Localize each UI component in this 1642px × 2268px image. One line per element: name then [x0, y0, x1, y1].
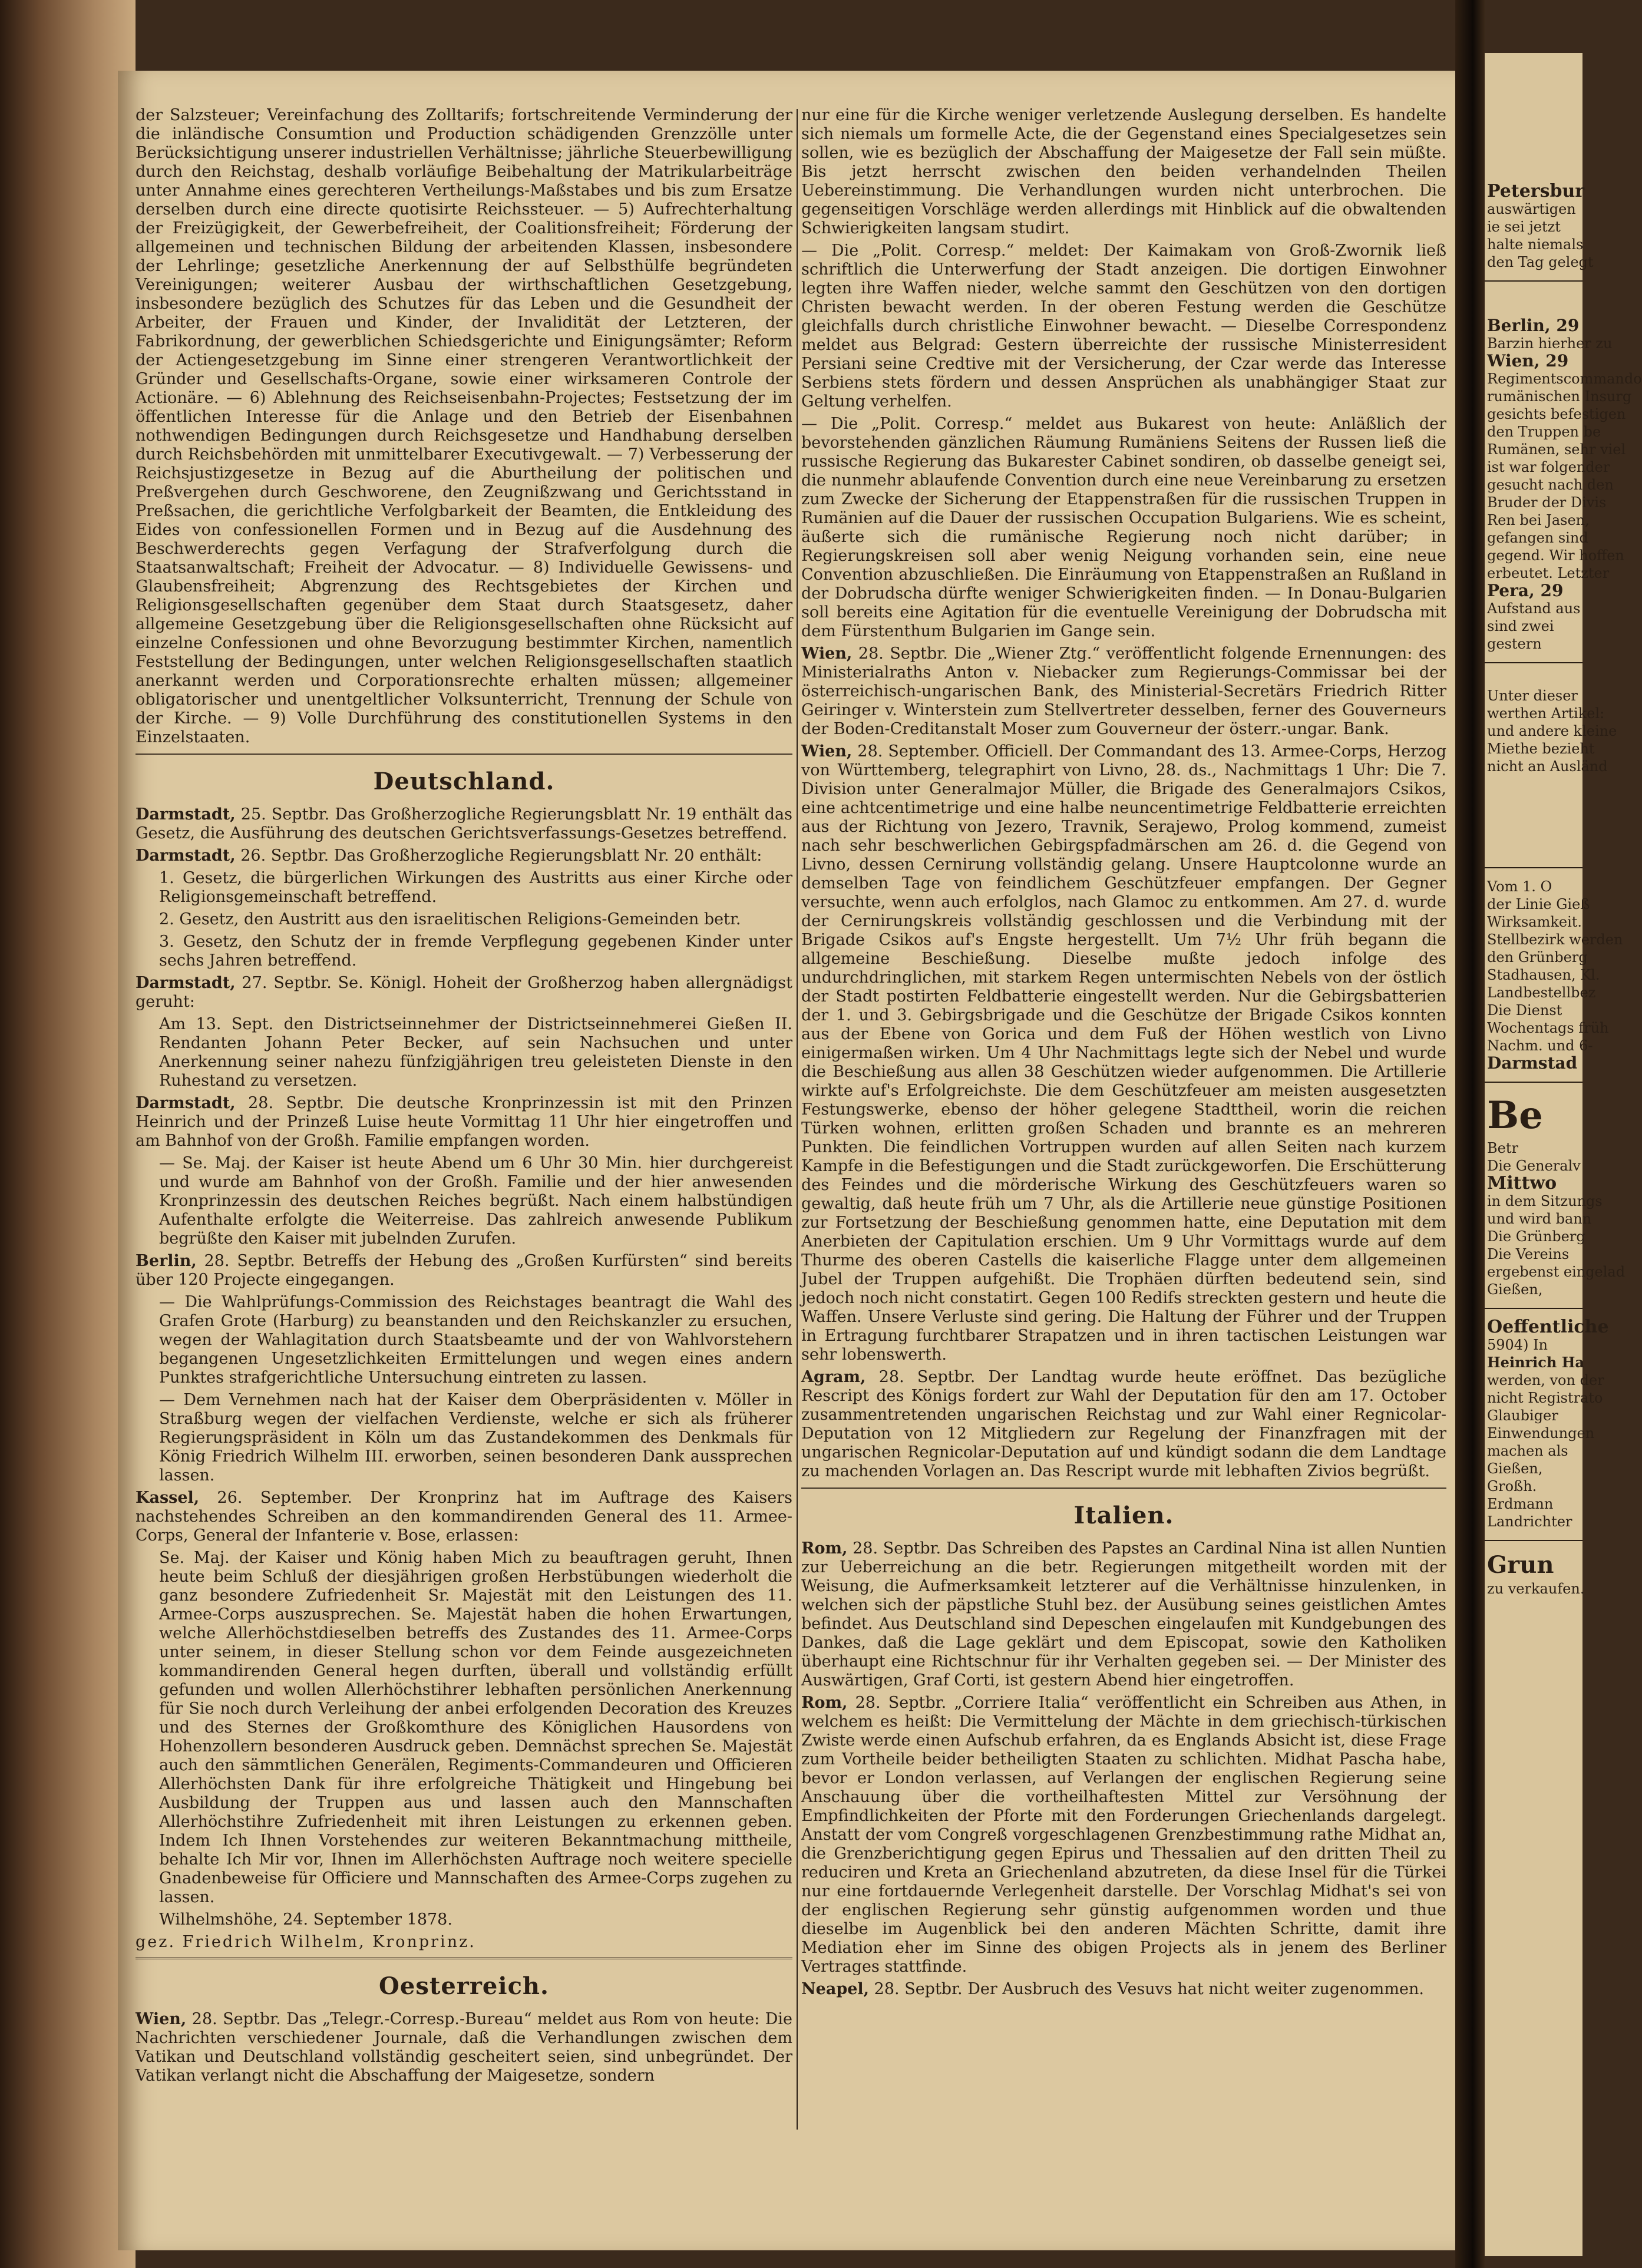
fragment-text: ist war folgender — [1487, 459, 1610, 475]
fragment-divider — [1485, 280, 1582, 282]
fragment-text: halte niemals — [1487, 236, 1584, 253]
fragment-text: den Grünberg — [1487, 949, 1588, 966]
heading-oesterreich: Oesterreich. — [379, 1972, 549, 2000]
article-text: nur eine für die Kirche weniger verletzende Auslegung derselben. Es handelte sich niemals um formelle Acte, die der Gegenstand eines Specialgesetzes sein sollen, wie es bezüglich der Abschaffung der Maigesetze der Fall sein müßte. Bis jetzt herrscht zwischen den beiden verhandelnden Theilen Uebereinstimmung. Die Verhandlungen wurden nicht unterbrochen. Die gegenseitigen Vorschläge werden allerdings mit Hinblick auf die obwaltenden Schwierigkeiten langsam studirt. — [801, 106, 1446, 237]
fragment-text: Rumänen, sehr viel — [1487, 441, 1626, 458]
fragment-text: sind zwei — [1487, 618, 1554, 634]
fragment-text: ergebenst eingelad — [1487, 1264, 1626, 1280]
article-agram — [801, 1368, 1446, 1481]
fragment-text: Landbestellbez — [1487, 984, 1596, 1001]
article-text: 28. Septbr. Das „Telegr.-Corresp.-Bureau“ meldet aus Rom von heute: Die Nachrichten verschiedener Journale, daß die Verhandlungen zwischen dem Vatikan und Deutschland vollständig gescheitert seien, sind unbegründet. Der Vatikan verlangt nicht die Abschaffung der Maigesetze, sondern — [136, 2010, 792, 2085]
article-darmstadt-28 — [136, 1094, 792, 1150]
article-text: 26. September. Der Kronprinz hat im Auftrage des Kaisers nachstehendes Schreiben an den kommandirenden General des 11. Armee-Corps, General der Infanterie v. Bose, erlassen: — [136, 1489, 792, 1545]
fragment-text: der Linie Gieß — [1487, 896, 1590, 913]
dateline: Darmstadt, — [136, 805, 236, 824]
dateline: Wien, — [801, 742, 853, 761]
article-text: 26. Septbr. Das Großherzogliche Regierungsblatt Nr. 20 enthält: — [240, 847, 762, 865]
article-wien-ernennungen — [801, 644, 1446, 739]
article-kassel-26 — [136, 1489, 792, 1545]
fragment-text: auswärtigen — [1487, 201, 1576, 217]
fragment-text: werthen Artikel: — [1487, 705, 1605, 722]
fragment-heading: Be — [1487, 1093, 1543, 1138]
article-text: 28. Septbr. Die deutsche Kronprinzessin ist mit den Prinzen Heinrich und der Prinzeß Luise heute Vormittag 11 Uhr hier eingetroffen und am Bahnhof von der Großh. Familie empfangen worden. — [136, 1094, 792, 1150]
fragment-text: und wird bann — [1487, 1211, 1592, 1227]
fragment-text: Nachm. und 6- — [1487, 1037, 1593, 1054]
dateline: Kassel, — [136, 1489, 200, 1507]
fragment-text: Stadhausen, Kl. — [1487, 967, 1600, 983]
article-text: 28. Septbr. Die „Wiener Ztg.“ veröffentlicht folgende Ernennungen: des Ministerialraths Anton v. Niebacker zum Regierungs-Commissar bei der österreichisch-ungarischen Bank, des Ministerial-Secretärs Friedrich Ritter Geiringer v. Winterstein zum Stellvertreter desselben, ferner des Gouverneurs der Boden-Creditanstalt Moser zum Gouverneur der österr.-ungar. Bank. — [801, 644, 1446, 738]
fragment-text: Glaubiger — [1487, 1407, 1558, 1424]
fragment-text: rumänischen Insurg — [1487, 388, 1632, 405]
fragment-text: Mittwo — [1487, 1173, 1557, 1193]
dateline: Darmstadt, — [136, 1094, 236, 1112]
list-item: 3. Gesetz, den Schutz der in fremde Verpflegung gegebenen Kinder unter sechs Jahren betreffend. — [159, 933, 792, 970]
article-wien-28 — [136, 2010, 792, 2085]
middle-column — [801, 106, 1446, 2002]
adjacent-page-fragment — [1485, 53, 1642, 2256]
fragment-divider — [1485, 1540, 1582, 1541]
fragment-text: erbeutet. Letzter — [1487, 565, 1610, 581]
fragment-text: Bruder der Divis — [1487, 494, 1607, 511]
article-text: 27. Septbr. Se. Königl. Hoheit der Großherzog haben allergnädigst geruht: — [136, 974, 792, 1011]
fragment-divider — [1485, 662, 1582, 663]
fragment-text: Miethe bezieht — [1487, 740, 1595, 757]
fragment-text: nicht an Ausländ — [1487, 758, 1608, 775]
fragment-text: Gießen, — [1487, 1460, 1543, 1477]
fragment-text: Einwendungen — [1487, 1425, 1595, 1442]
fragment-divider — [1485, 1082, 1582, 1083]
fragment-text: gefangen sind — [1487, 530, 1588, 546]
article-text: 28. Septbr. Das Schreiben des Papstes an Cardinal Nina ist allen Nuntien zur Ueberreichung an die betr. Regierungen mitgetheilt worden mit der Weisung, die Aufmerksamkeit letzterer auf die Verhältnisse hinzulenken, in welchen sich der päpstliche Stuhl bez. der Ausübung seines geistlichen Amtes befindet. Aus Deutschland sind Depeschen eingelaufen mit Kundgebungen des Dankes, daß die Lage geklärt und dem Episcopat, sowie den Katholiken überhaupt eine Richtschnur für ihr Verhalten gegeben sei. — Der Minister des Auswärtigen, Graf Corti, ist gestern Abend hier eingetroffen. — [801, 1539, 1446, 1690]
fragment-text: den Tag gelegt — [1487, 254, 1594, 270]
fragment-text: gesichts befestigen — [1487, 406, 1626, 422]
fragment-text: Ren bei Jasen, — [1487, 512, 1590, 528]
article-text: 28. Septbr. Der Ausbruch des Vesuvs hat nicht weiter zugenommen. — [874, 1980, 1424, 1998]
dateline: Neapel, — [801, 1980, 870, 1998]
fragment-text: Heinrich Ha — [1487, 1354, 1584, 1371]
party-program-text: der Salzsteuer; Vereinfachung des Zolltarifs; fortschreitende Verminderung der die inländische Consumtion und Production schädigenden Grenzzölle unter Berücksichtigung unserer industriellen Verhältnisse; jährliche Steuerbewilligung durch den Reichstag, deshalb vorläufige Beibehaltung der Matrikularbeiträge unter Annahme eines gerechteren Vertheilungs-Maßstabes und bis zum Ersatze derselben durch eine directe quotisirte Reichssteuer. — 5) Aufrechterhaltung der Freizügigkeit, der Gewerbefreiheit, der Coalitionsfreiheit; Förderung der allgemeinen und technischen Bildung der arbeitenden Klassen, insbesondere der Lehrlinge; gesetzliche Anerkennung der auf Selbsthülfe begründeten Vereinigungen; weiterer Ausbau der wirthschaftlichen Gesetzgebung, insbesondere bezüglich des Schutzes für das Leben und die Gesundheit der Arbeiter, der Frauen und Kinder, der Invalidität der Letzteren, der Fabrikordnung, der gewerblichen Schiedsgerichte und Einigungsämter; Reform der Actiengesetzgebung im Sinne einer strengeren Verantwortlichkeit der Gründer und Gesellschafts-Organe, sowie einer wirksameren Controle der Actionäre. — 6) Ablehnung des Reichseisenbahn-Projectes; Festsetzung der im öffentlichen Interesse für die Anlage und den Betrieb der Eisenbahnen nothwendigen Bedingungen durch Reichsgesetze und Handhabung derselben durch Reichsbehörden mit unmittelbarer Executivgewalt. — 7) Verbesserung der Reichsjustizgesetze in Bezug auf die Aburtheilung der politischen und Preßvergehen durch Geschworene, den Zeugnißzwang und Gerichtsstand in Preßsachen, die gerichtliche Verfolgbarkeit der Beamten, die Entkleidung des Eides von confessionellen Formen und in Bezug auf die Ausdehnung des Beschwerderechts gegen Verfagung der Strafverfolgung durch die Staatsanwaltschaft; Freiheit der Advocatur. — 8) Individuelle Gewissens- und Glaubensfreiheit; Abgrenzung des Rechtsgebietes der Kirchen und Religionsgesellschaften gegenüber dem Staat durch Staatsgesetz, daher allgemeine Gesetzgebung über die Religionsgesellschaften ohne Rücksicht auf einzelne Confessionen und ohne Bevorzugung bestimmter Kirchen, namentlich Feststellung der Bedingungen, unter welchen Religionsgesellschaften staatlich anerkannt werden und Corporationsrechte erhalten müssen; allgemeiner obligatorischer und unentgeltlicher Volksunterricht, Trennung der Schule von der Kirche. — 9) Volle Durchführung des constitutionellen Systems in den Einzelstaaten. — [136, 106, 792, 746]
fragment-text: Pera, 29 — [1487, 581, 1564, 600]
fragment-text: Die Dienst — [1487, 1002, 1562, 1019]
dateline: Agram, — [801, 1368, 866, 1386]
article-rom-2 — [801, 1694, 1446, 1976]
fragment-text: zu verkaufen. — [1487, 1581, 1585, 1597]
blank-space — [1485, 775, 1582, 858]
article-text: — Se. Maj. der Kaiser ist heute Abend um 6 Uhr 30 Min. hier durchgereist und wurde am Bahnhof von der Großh. Familie und der hier anwesenden Kronprinzessin des deutschen Reiches begrüßt. Nach einem halbstündigen Aufenthalte erfolgte die Weiterreise. Das zahlreich anwesende Publikum begrüßte den Kaiser mit jubelnden Zurufen. — [159, 1154, 792, 1248]
article-text: — Die Wahlprüfungs-Commission des Reichstages beantragt die Wahl des Grafen Grote (Harburg) zu beanstanden und den Reichskanzler zu ersuchen, wegen der Wahlagitation durch Staatsbeamte und der von Wahlvorstehern begangenen Ungesetzlichkeiten Ermittelungen und wegen eines andern Punktes strafgerichtliche Untersuchung eintreten zu lassen. — [159, 1293, 792, 1387]
fragment-text: Erdmann — [1487, 1496, 1554, 1512]
dateline: Darmstadt, — [136, 847, 236, 865]
list-item: 2. Gesetz, den Austritt aus den israelitischen Religions-Gemeinden betr. — [159, 910, 741, 928]
fragment-text: den Truppen be — [1487, 424, 1601, 440]
heading-deutschland: Deutschland. — [373, 768, 555, 795]
fragment-text: Darmstad — [1487, 1053, 1578, 1073]
fragment-text: Stellbezirk werden — [1487, 931, 1623, 948]
article-darmstadt-25 — [136, 805, 792, 843]
letter-date: Wilhelmshöhe, 24. September 1878. — [159, 1910, 452, 1929]
fragment-text: Wirksamkeit. — [1487, 914, 1582, 930]
article-neapel — [801, 1980, 1446, 1999]
fragment-text: Großh. — [1487, 1478, 1537, 1495]
fragment-divider — [1485, 1308, 1582, 1309]
section-divider — [136, 1958, 792, 1959]
fragment-heading: Oeffentliche — [1487, 1317, 1609, 1337]
fragment-text: 5904) In — [1487, 1337, 1548, 1353]
fragment-text: gegend. Wir hoffen — [1487, 547, 1624, 564]
heading-italien: Italien. — [1073, 1502, 1174, 1529]
fragment-text: Regimentscommando — [1487, 371, 1642, 387]
column-rule — [797, 109, 798, 2130]
fragment-text: Berlin, 29 — [1487, 316, 1580, 335]
list-item: 1. Gesetz, die bürgerlichen Wirkungen des Austritts aus einer Kirche oder Religionsgemeinschaft betreffend. — [159, 869, 792, 906]
letter-signature: gez. Friedrich Wilhelm, Kronprinz. — [136, 1933, 476, 1951]
article-text: — Die „Polit. Corresp.“ meldet: Der Kaimakam von Groß-Zwornik ließ schriftlich die Unterwerfung der Stadt anzeigen. Die dortigen Einwohner legten ihre Waffen nieder, welche sammt den Geschützen von den dortigen Christen bewacht werden. In der oberen Festung werden die Geschütze gleichfalls durch christliche Einwohner bewacht. — Dieselbe Correspondenz meldet aus Belgrad: Gestern überreichte der russische Ministerresident Persiani seine Credtive mit der Versicherung, der Czar werde das Interesse Serbiens stets fördern und dessen Ansprüchen als unabhängiger Staat zur Geltung verhelfen. — [801, 242, 1446, 411]
section-divider — [136, 753, 792, 755]
left-column — [136, 106, 792, 2089]
dateline: Rom, — [801, 1694, 848, 1712]
fragment-text: Wien, 29 — [1487, 351, 1569, 371]
fragment-text: machen als — [1487, 1443, 1568, 1459]
section-divider — [801, 1487, 1446, 1489]
fragment-text: werden, von der — [1487, 1372, 1604, 1388]
fragment-text: Barzin hierher zu — [1487, 335, 1613, 352]
fragment-divider — [1485, 867, 1582, 868]
fragment-text: Die Grünberg — [1487, 1228, 1585, 1245]
fragment-text: und andere kleine — [1487, 723, 1617, 739]
article-wien-livno — [801, 742, 1446, 1364]
fragment-text: Vom 1. O — [1487, 878, 1552, 895]
book-gutter — [1455, 0, 1485, 2268]
fragment-text: gesucht nach den — [1487, 477, 1614, 493]
fragment-text: in dem Sitzungs — [1487, 1193, 1603, 1209]
dateline: Berlin, — [136, 1252, 197, 1270]
article-text: — Die „Polit. Corresp.“ meldet aus Bukarest von heute: Anläßlich der bevorstehenden gänzlichen Räumung Rumäniens Seitens der Russen ließ die russische Regierung das Bukarester Cabinet sondiren, ob dasselbe geneigt sei, die nunmehr ablaufende Convention durch eine neue Vereinbarung zu ersetzen zum Zwecke der Sicherung der Etappenstraßen für die russischen Truppen in Rumänien auf die Dauer der russischen Occupation Bulgariens. Wie es scheint, äußerte sich die rumänische Regierung noch nicht darüber; in Regierungskreisen soll aber wenig Neigung vorhanden sein, eine neue Convention abzuschließen. Die Einräumung von Etappenstraßen an Rußland in der Dobrudscha dürfte weniger Schwierigkeiten finden. — In Donau-Bulgarien soll bereits eine Agitation für die eventuelle Vereinigung der Dobrudscha mit dem Fürstenthum Bulgarien im Gange sein. — [801, 415, 1446, 640]
fragment-text: Betr — [1487, 1140, 1518, 1156]
article-darmstadt-27 — [136, 974, 792, 1011]
fragment-heading: Grun — [1487, 1551, 1554, 1579]
article-rom-1 — [801, 1539, 1446, 1690]
fragment-text: Aufstand aus — [1487, 600, 1581, 617]
article-text: 28. Septbr. Betreffs der Hebung des „Großen Kurfürsten“ sind bereits über 120 Projecte eingegangen. — [136, 1252, 792, 1289]
fragment-text: Gießen, — [1487, 1281, 1543, 1298]
article-text: — Dem Vernehmen nach hat der Kaiser dem Oberpräsidenten v. Möller in Straßburg wegen der vielfachen Verdienste, welche er sich als früherer Regierungspräsident in Köln um das Zustandekommen des Denkmals für König Friedrich Wilhelm III. erworben, seinen besonderen Dank aussprechen lassen. — [159, 1391, 792, 1485]
article-darmstadt-26 — [136, 847, 792, 865]
fragment-text: Die Vereins — [1487, 1246, 1570, 1262]
article-text: 25. Septbr. Das Großherzogliche Regierungsblatt Nr. 19 enthält das Gesetz, die Ausführung des deutschen Gerichtsverfassungs-Gesetzes betreffend. — [136, 805, 792, 842]
fragment-text: Unter dieser — [1487, 687, 1578, 704]
fragment-text: Die Generalv — [1487, 1158, 1581, 1174]
fragment-text: ie sei jetzt — [1487, 219, 1561, 235]
fragment-text: Petersbur — [1487, 181, 1585, 201]
dateline: Rom, — [801, 1539, 848, 1558]
fragment-text: gestern — [1487, 636, 1542, 652]
fragment-text: nicht Registrato — [1487, 1390, 1603, 1406]
dateline: Wien, — [136, 2010, 187, 2028]
dateline: Wien, — [801, 644, 853, 663]
article-text: 28. Septbr. „Corriere Italia“ veröffentlicht ein Schreiben aus Athen, in welchem es heißt: Die Vermittelung der Mächte in dem griechisch-türkischen Zwiste werde einen Aufschub erfahren, da es Englands Absicht ist, diese Frage zum Vortheile beider betheiligten Staaten zu schlichten. Midhat Pascha habe, bevor er London verlassen, auf Verlangen der englischen Regierung seine Anschauung über die vortheilhaftesten Mittel zur Versöhnung der Empfindlichkeiten der Pforte mit den Forderungen Griechenlands dargelegt. Anstatt der vom Congreß vorgeschlagenen Grenzbestimmung rathe Midhat an, die Grenzberichtigung gegen Epirus und Thessalien auf den dritten Theil zu reduciren und Kreta an Griechenland abzutreten, da diese Insel für die Türkei nur eine fortdauernde Verlegenheit darstelle. Der Vorschlag Midhat's sei von der englischen Regierung sehr günstig aufgenommen worden und thue dieselbe im Augenblick bei den anderen Mächten Schritte, damit ihre Mediation eher im Sinne des obigen Projects als in jenem des Berliner Vertrages stattfinde. — [801, 1694, 1446, 1976]
article-text: 28. Septbr. Der Landtag wurde heute eröffnet. Das bezügliche Rescript des Königs fordert zur Wahl der Deputation für den am 17. October zusammentretenden ungarischen Reichstag und zur Wahl einer Regnicolar-Deputation von 12 Mitgliedern zur Regelung der Finanzfragen mit der ungarischen Regnicolar-Deputation auf und kündigt sodann die dem Landtage zu machenden Vorlagen an. Das Rescript wurde mit lebhaften Zivios begrüßt. — [801, 1368, 1446, 1480]
dateline: Darmstadt, — [136, 974, 236, 992]
fragment-text: Wochentags früh — [1487, 1020, 1609, 1036]
article-text: Am 13. Sept. den Districtseinnehmer der Districtseinnehmerei Gießen II. Rendanten Johann Peter Becker, auf sein Nachsuchen und unter Anerkennung seiner nahezu fünfzigjährigen treu geleisteten Dienste in den Ruhestand zu versetzen. — [159, 1015, 792, 1090]
article-text: 28. September. Officiell. Der Commandant des 13. Armee-Corps, Herzog von Württemberg, telegraphirt von Livno, 28. ds., Nachmittags 1 Uhr: Die 7. Division unter Generalmajor Müller, die Brigade des Generalmajors Csikos, eine achtcentimetrige und eine halbe neuncentimetrige Feldbatterie erreichten aus der Richtung von Jezero, Travnik, Serajewo, Prolog kommend, zumeist nach sehr beschwerlichen Gebirgspfadmärschen am 26. d. die Gegend von Livno, dessen Cernirung vollständig gelang. Unsere Hauptcolonne wurde an demselben Tage von feindlichem Geschützfeuer empfangen. Der Gegner versuchte, wenn auch erfolglos, nach Glamoc zu entkommen. Am 27. d. wurde der Cernirungskreis vollständig geschlossen und die Verbindung mit der Brigade Csikos auf's Engste hergestellt. Um 7½ Uhr früh begann die allgemeine Beschießung. Dieselbe mußte jedoch infolge des undurchdringlichen, mit starkem Regen untermischten Nebels von der östlich der Stadt postirten Feldbatterie eingestellt werden. Nur die Gebirgsbatterien der 1. und 3. Gebirgsbrigade und die Geschütze der Brigade Csikos konnten aus der Ebene von Gorica und dem Fuß der Höhen westlich von Livno einigermaßen wirken. Um 4 Uhr Nachmittags legte sich der Nebel und wurde die Beschießung aus allen 38 Geschützen wieder aufgenommen. Die Artillerie wirkte auf's Erfolgreichste. Die dem Geschützfeuer am meisten ausgesetzten Festungswerke, ebenso der höher gelegene Stadttheil, worin die reichen Türken wohnen, erlitten großen Schaden und brannte es an mehreren Punkten. Die feindlichen Vortruppen wurden auf allen Seiten nach kurzem Kampfe in die Befestigungen und die Stadt zurückgeworfen. Die Erschütterung des Feindes und die mörderische Wirkung des Geschützfeuers waren so gewaltig, daß heute früh um 7 Uhr, als die Artillerie neue günstige Positionen zur Fortsetzung der Beschießung genommen hatte, eine Deputation mit dem Anerbieten der Capitulation erschien. Um 9 Uhr Vormittags wurde auf dem Thurme des oberen Castells die kaiserliche Flagge unter dem allgemeinen Jubel der Truppen aufgehißt. Die Trophäen dürften bedeutend sein, sind jedoch noch nicht constatirt. Gegen 100 Redifs streckten gestern und heute die Waffen. Unsere Verluste sind gering. Die Haltung der Führer und der Truppen in Ertragung furchtbarer Strapatzen und in ihren tactischen Leistungen war sehr lobenswerth. — [801, 742, 1446, 1364]
fragment-text: Landrichter — [1487, 1513, 1572, 1530]
letter-text: Se. Maj. der Kaiser und König haben Mich zu beauftragen geruht, Ihnen heute beim Schluß der diesjährigen großen Herbstübungen wiederholt die ganz besondere Zufriedenheit Sr. Majestät mit den Leistungen des 11. Armee-Corps auszusprechen. Se. Majestät haben die hohen Erwartungen, welche Allerhöchstdieselben betreffs des Zustandes des 11. Armee-Corps unter seinem, in dieser Stellung schon vor dem Feinde ausgezeichneten kommandirenden General hegen durften, überall und vollständig erfüllt gefunden und wollen Allerhöchstihrer lebhaften persönlichen Anerkennung für Sie noch durch Verleihung der anbei erfolgenden Decoration des Kreuzes und des Sternes der Großkomthure des Königlichen Hausordens von Hohenzollern besonderen Ausdruck geben. Demnächst sprechen Se. Majestät auch den sämmtlichen Generälen, Regiments-Commandeuren und Officieren Allerhöchsten Dank für ihre erfolgreiche Thätigkeit und Hingebung bei Ausbildung der Truppen aus und lassen auch den Mannschaften Allerhöchstihre Zufriedenheit mit ihren Leistungen zu erkennen geben. Indem Ich Ihnen Vorstehendes zur weiteren Bekanntmachung mittheile, behalte Ich Mir vor, Ihnen im Allerhöchsten Auftrage noch weitere specielle Gnadenbeweise für Officiere und Mannschaften des Armee-Corps zugehen zu lassen. — [159, 1549, 792, 1906]
book-spine-edge — [0, 0, 136, 2268]
article-berlin-28 — [136, 1252, 792, 1290]
